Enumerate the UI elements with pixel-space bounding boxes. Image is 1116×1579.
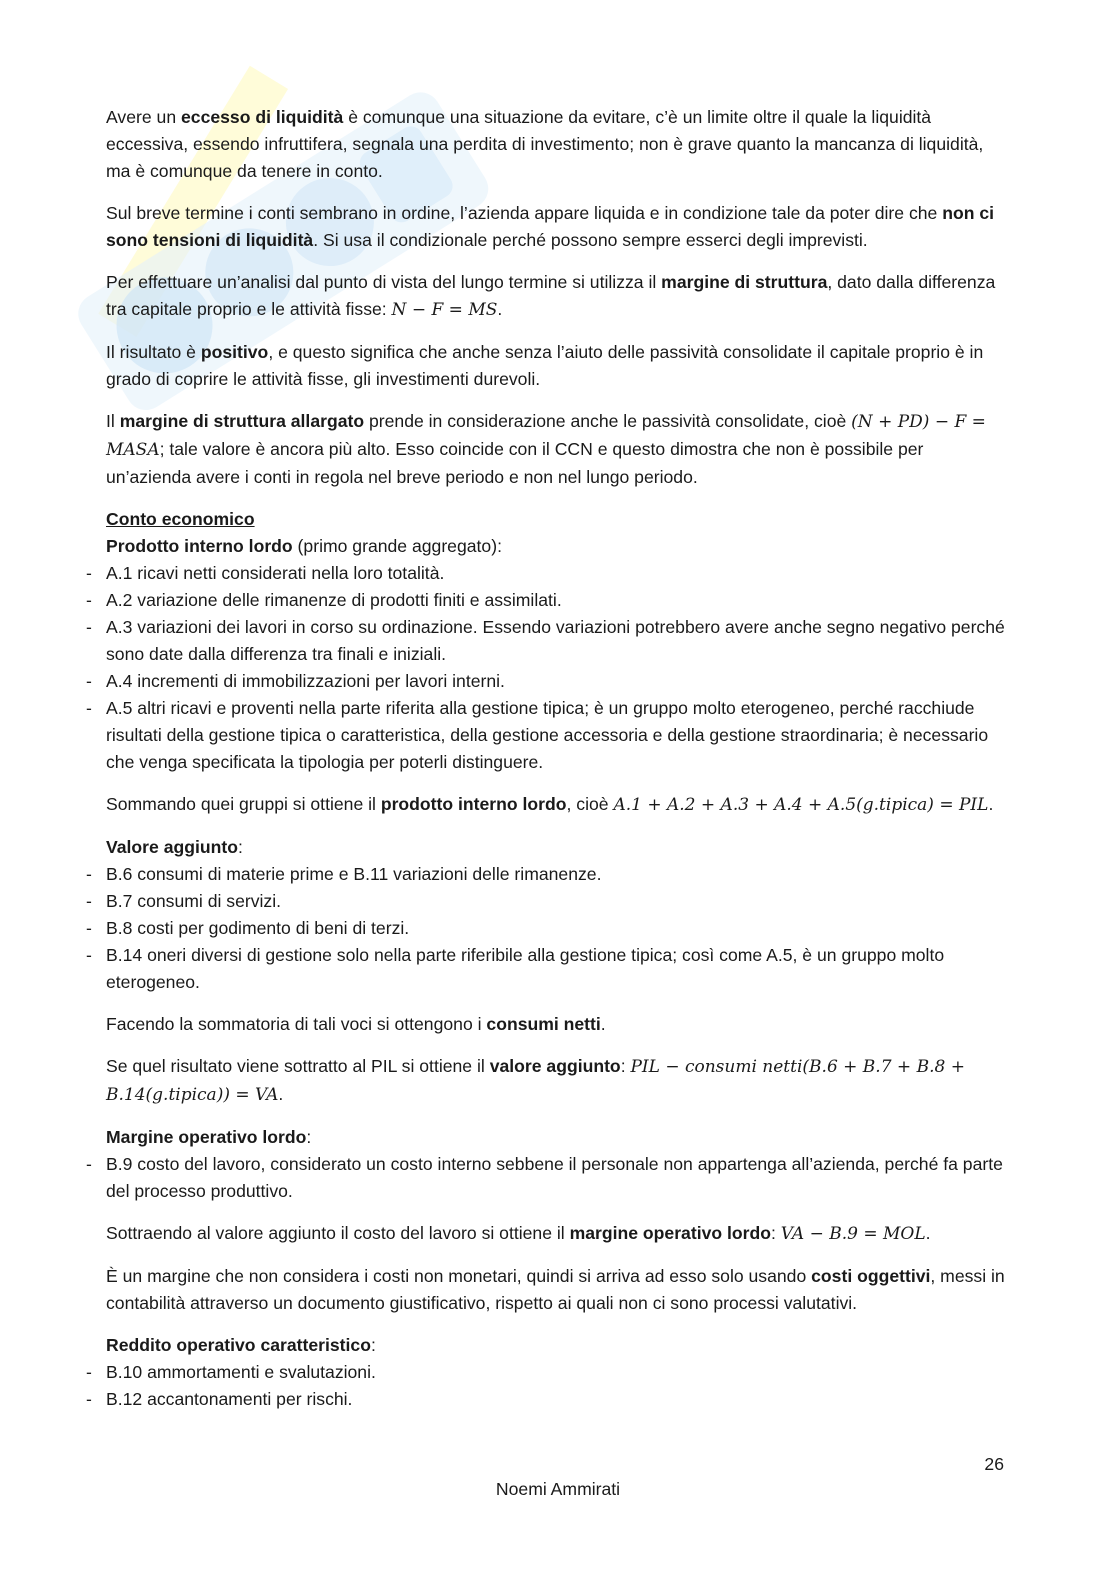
paragraph-margine-allargato: Il margine di struttura allargato prende in considerazione anche le passività consolidate, cioè (N + PD) − F = MASA; tale valore è ancora più alto. Esso coincide con il CCN e questo dimostra che non è possibile per un’azienda avere i conti in regola nel breve periodo e non nel lungo periodo. [106,411,986,487]
formula-pil: A.1 + A.2 + A.3 + A.4 + A.5(g.tipica) = PIL [613,795,989,815]
paragraph-valore-aggiunto-formula: Se quel risultato viene sottratto al PIL si ottiene il valore aggiunto: PIL − consumi netti(B.6 + B.7 + B.8 + B.14(g.tipica)) = VA. [106,1056,965,1105]
paragraph-eccesso-liquidita: Avere un eccesso di liquidità è comunque una situazione da evitare, c’è un limite oltre il quale la liquidità eccessiva, essendo infruttifera, segnala una perdita di investimento; non è grave quanto la mancanza di liquidità, ma è comunque da tenere in conto. [106,107,984,181]
paragraph-margine-struttura: Per effettuare un’analisi dal punto di vista del lungo termine si utilizza il margine di struttura, dato dalla differenza tra capitale proprio e le attività fisse: N − F = MS. [106,272,996,320]
list-item: - B.9 costo del lavoro, considerato un costo interno sebbene il personale non appartenga all’azienda, perché fa parte del processo produttivo. [106,1151,1011,1205]
paragraph-pil-sum: Sommando quei gruppi si ottiene il prodotto interno lordo, cioè A.1 + A.2 + A.3 + A.4 + A.5(g.tipica) = PIL. [106,794,994,815]
list-item: - A.3 variazioni dei lavori in corso su ordinazione. Essendo variazioni potrebbero avere anche segno negativo perché sono date dalla differenza tra finali e iniziali. [106,614,1011,668]
list-item: - A.5 altri ricavi e proventi nella parte riferita alla gestione tipica; è un gruppo molto eterogeneo, perché racchiude risultati della gestione tipica o caratteristica, della gestione accessoria e della gestione straordinaria; è necessario che venga specificata la tipologia per poterli distinguere. [106,695,1011,776]
list-item: - B.10 ammortamenti e svalutazioni. [106,1359,1011,1386]
paragraph-risultato-positivo: Il risultato è positivo, e questo significa che anche senza l’aiuto delle passività consolidate il capitale proprio è in grado di coprire le attività fisse, gli investimenti durevoli. [106,342,984,389]
document-body [106,104,1011,1428]
list-item: - B.8 costi per godimento di beni di terzi. [106,915,1011,942]
subheading-pil: Prodotto interno lordo (primo grande aggregato): [106,536,502,556]
list-mol [106,1151,1011,1205]
paragraph-breve-termine: Sul breve termine i conti sembrano in ordine, l’azienda appare liquida e in condizione tale da poter dire che non ci sono tensioni di liquidità. Si usa il condizionale perché possono sempre esserci degli imprevisti. [106,203,995,250]
list-roc [106,1359,1011,1413]
page-number: 26 [984,1454,1004,1474]
list-valore-aggiunto [106,861,1011,996]
list-item: - A.1 ricavi netti considerati nella loro totalità. [106,560,1011,587]
paragraph-costi-oggettivi: È un margine che non considera i costi non monetari, quindi si arriva ad esso solo usando costi oggettivi, messi in contabilità attraverso un documento giustificativo, rispetto ai quali non ci sono processi valutativi. [106,1266,1005,1313]
list-item: - A.2 variazione delle rimanenze di prodotti finiti e assimilati. [106,587,1011,614]
formula-masa: (N + PD) − F = MASA [106,412,986,460]
list-pil [106,560,1011,776]
formula-va: PIL − consumi netti(B.6 + B.7 + B.8 + B.14(g.tipica)) = VA [106,1057,965,1105]
section-heading-conto-economico: Conto economico [106,509,255,529]
list-item: - B.14 oneri diversi di gestione solo nella parte riferibile alla gestione tipica; così come A.5, è un gruppo molto eterogeneo. [106,942,1011,996]
subheading-mol: Margine operativo lordo: [106,1127,312,1147]
list-item: - B.12 accantonamenti per rischi. [106,1386,1011,1413]
subheading-roc: Reddito operativo caratteristico: [106,1335,376,1355]
footer-author: Noemi Ammirati [495,1479,621,1499]
formula-ms: N − F = MS [391,300,498,320]
subheading-valore-aggiunto: Valore aggiunto: [106,837,243,857]
formula-mol: VA − B.9 = MOL [780,1224,926,1244]
list-item: - B.7 consumi di servizi. [106,888,1011,915]
list-item: - A.4 incrementi di immobilizzazioni per lavori interni. [106,668,1011,695]
paragraph-consumi-netti: Facendo la sommatoria di tali voci si ottengono i consumi netti. [106,1014,606,1034]
list-item: - B.6 consumi di materie prime e B.11 variazioni delle rimanenze. [106,861,1011,888]
paragraph-mol-formula: Sottraendo al valore aggiunto il costo del lavoro si ottiene il margine operativo lordo: VA − B.9 = MOL. [106,1223,931,1244]
